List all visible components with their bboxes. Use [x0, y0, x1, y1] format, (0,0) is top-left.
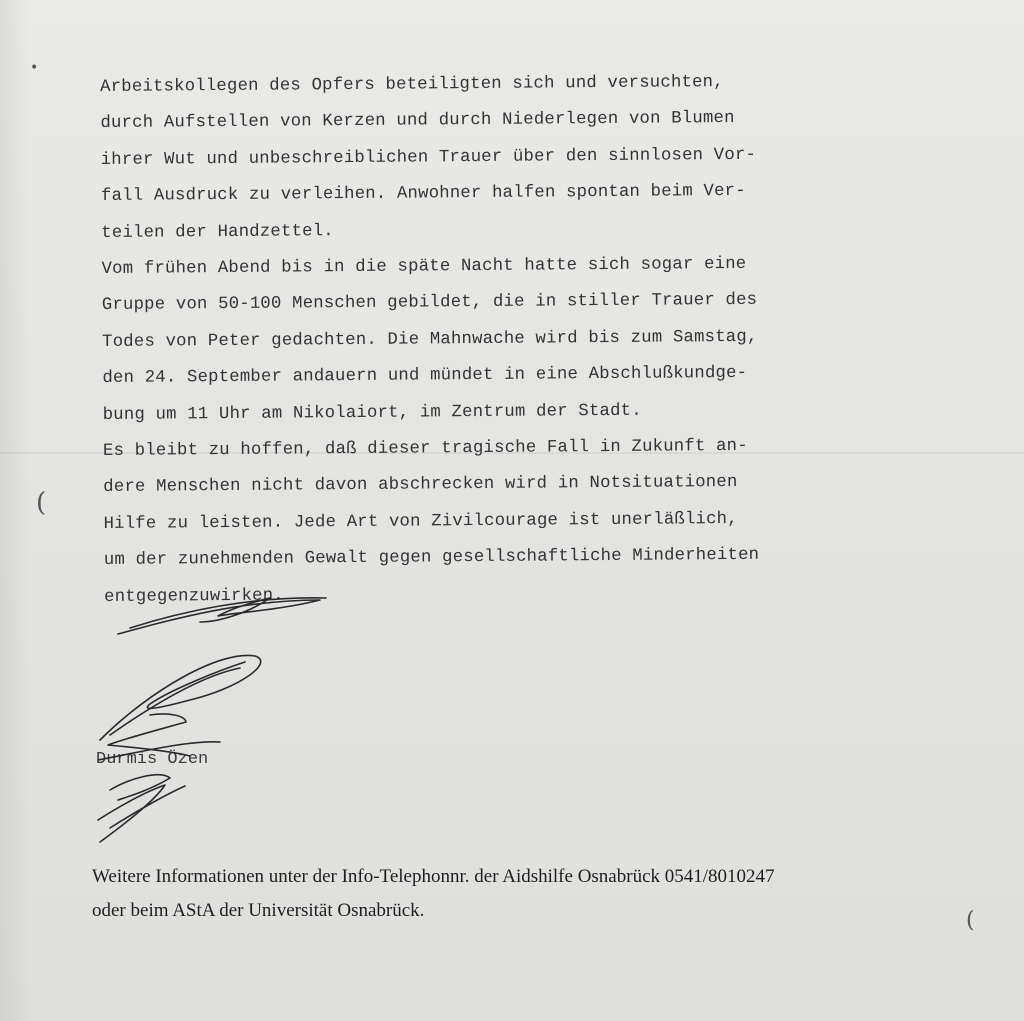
letter-body: [100, 64, 924, 617]
letter-line: ihrer Wut und unbeschreiblichen Trauer über den sinnlosen Vor-: [100, 145, 757, 170]
punch-dot-mark: •: [30, 60, 39, 76]
paper-margin-mark: (: [36, 488, 47, 518]
letter-line: den 24. September andauern und mündet in eine Abschlußkundge-: [102, 364, 748, 389]
letter-line: durch Aufstellen von Kerzen und durch Niederlegen von Blumen: [100, 109, 735, 134]
signature-stroke: [110, 786, 185, 828]
letter-line: Es bleibt zu hoffen, daß dieser tragische Fall in Zukunft an-: [102, 436, 748, 462]
signature-stroke: [110, 668, 240, 735]
signature-stroke: [110, 775, 170, 800]
letter-line: Todes von Peter gedachten. Die Mahnwache wird bis zum Samstag,: [102, 327, 758, 352]
letter-line: entgegenzuwirken.: [104, 586, 284, 607]
footer-line: oder beim AStA der Universität Osnabrück.: [92, 900, 425, 921]
letter-line: fall Ausdruck zu verleihen. Anwohner halfen spontan beim Ver-: [100, 182, 746, 207]
paper-margin-mark: (: [966, 908, 975, 933]
signer-name: Durmis Özen: [96, 750, 209, 769]
letter-line: Arbeitskollegen des Opfers beteiligten sich und versuchten,: [100, 73, 724, 97]
letter-line: bung um 11 Uhr am Nikolaiort, im Zentrum der Stadt.: [102, 401, 642, 425]
letter-line: Vom frühen Abend bis in die späte Nacht hatte sich sogar eine: [101, 254, 747, 280]
letter-line: um der zunehmenden Gewalt gegen gesellschaftliche Minderheiten: [103, 546, 760, 571]
signature-stroke: [100, 655, 261, 740]
signature-stroke: [98, 785, 165, 842]
paper-edge-shadow: [0, 0, 30, 1021]
footer-info: [92, 860, 775, 928]
footer-line: Weitere Informationen unter der Info-Telephonnr. der Aidshilfe Osnabrück 0541/8010247: [92, 866, 775, 887]
letter-line: teilen der Handzettel.: [101, 221, 334, 243]
letter-line: Hilfe zu leisten. Jede Art von Zivilcourage ist unerläßlich,: [103, 509, 738, 534]
letter-line: Gruppe von 50-100 Menschen gebildet, die in stiller Trauer des: [101, 291, 758, 316]
letter-line: dere Menschen nicht davon abschrecken wird in Notsituationen: [103, 473, 738, 498]
